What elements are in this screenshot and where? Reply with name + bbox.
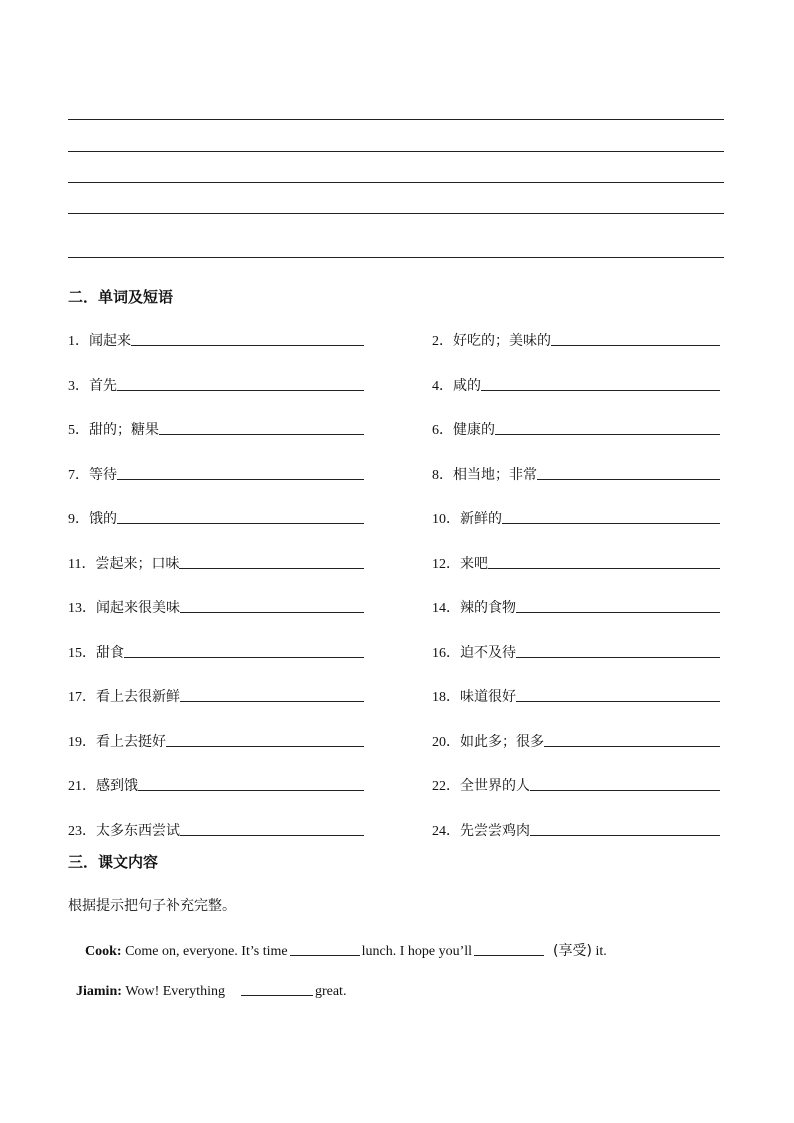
answer-blank[interactable] <box>124 657 364 658</box>
vocab-number: 16． <box>432 645 460 661</box>
vocab-item <box>68 729 364 751</box>
vocab-item <box>432 373 720 395</box>
vocab-item <box>68 773 364 795</box>
vocab-number: 1． <box>68 334 89 349</box>
vocab-prompt: 尝起来；口味 <box>95 555 180 572</box>
vocab-item <box>432 684 720 706</box>
vocab-item <box>68 417 364 439</box>
speaker-jiamin: Jiamin: <box>76 984 122 999</box>
vocab-prompt: 闻起来很美味 <box>96 600 180 616</box>
writing-line[interactable] <box>68 119 724 120</box>
speaker-cook: Cook: <box>85 944 122 959</box>
vocab-item <box>68 462 364 484</box>
dialog-text: it. <box>595 944 607 959</box>
answer-blank[interactable] <box>180 835 364 836</box>
section-three-title: 三．课文内容 <box>68 853 159 871</box>
vocab-item <box>432 729 720 751</box>
vocab-prompt: 如此多；很多 <box>460 733 544 750</box>
vocab-prompt: 饿的 <box>89 511 117 527</box>
vocab-item <box>68 551 364 573</box>
answer-blank[interactable] <box>516 701 720 702</box>
vocab-number: 17． <box>68 690 96 705</box>
vocab-prompt: 相当地；非常 <box>453 466 537 483</box>
vocab-prompt: 迫不及待 <box>460 644 516 661</box>
vocab-number: 21． <box>68 779 96 794</box>
vocab-prompt: 看上去挺好 <box>96 733 166 750</box>
answer-blank[interactable] <box>474 955 544 956</box>
vocab-number: 13． <box>68 601 96 616</box>
answer-blank[interactable] <box>516 657 720 658</box>
answer-blank[interactable] <box>179 568 364 569</box>
dialog-text: Come on, everyone. It’s time <box>125 944 288 959</box>
vocab-item <box>432 640 720 662</box>
vocab-number: 14． <box>432 601 460 616</box>
writing-line[interactable] <box>68 213 724 214</box>
vocab-item <box>68 818 364 840</box>
vocab-item <box>68 684 364 706</box>
vocab-number: 2． <box>432 334 453 349</box>
vocab-number: 10． <box>432 512 460 527</box>
vocab-number: 11． <box>68 556 96 572</box>
vocab-prompt: 来吧 <box>460 555 488 572</box>
answer-blank[interactable] <box>180 612 364 613</box>
vocab-number: 5． <box>68 423 89 438</box>
vocab-prompt: 等待 <box>89 466 117 483</box>
hint-text: (享受) <box>553 943 592 959</box>
vocab-prompt: 辣的食物 <box>460 600 516 616</box>
vocab-number: 7． <box>68 467 89 483</box>
vocab-prompt: 看上去很新鲜 <box>96 689 180 705</box>
writing-line[interactable] <box>68 151 724 152</box>
vocab-item <box>68 640 364 662</box>
vocab-prompt: 健康的 <box>453 422 495 438</box>
answer-blank[interactable] <box>516 612 720 613</box>
vocab-number: 15． <box>68 645 96 661</box>
answer-blank[interactable] <box>495 434 720 435</box>
vocab-item <box>432 773 720 795</box>
vocab-item <box>68 328 364 350</box>
vocab-item <box>432 818 720 840</box>
vocab-prompt: 好吃的；美味的 <box>453 333 551 349</box>
vocab-prompt: 味道很好 <box>460 689 516 705</box>
vocab-item <box>432 551 720 573</box>
vocab-number: 19． <box>68 734 96 750</box>
answer-blank[interactable] <box>290 955 360 956</box>
answer-blank[interactable] <box>530 790 720 791</box>
answer-blank[interactable] <box>180 701 364 702</box>
dialog-text: lunch. I hope you’ll <box>361 944 473 959</box>
vocab-prompt: 甜食 <box>96 644 124 661</box>
answer-blank[interactable] <box>537 479 720 480</box>
vocab-prompt: 新鲜的 <box>460 511 502 527</box>
answer-blank[interactable] <box>551 345 720 346</box>
vocab-prompt: 全世界的人 <box>460 778 530 794</box>
answer-blank[interactable] <box>117 523 364 524</box>
vocab-item <box>432 506 720 528</box>
vocab-item <box>68 506 364 528</box>
vocab-prompt: 闻起来 <box>89 333 131 349</box>
writing-line[interactable] <box>68 257 724 258</box>
answer-blank[interactable] <box>530 835 720 836</box>
vocab-item <box>68 595 364 617</box>
vocab-number: 18． <box>432 690 460 705</box>
vocab-number: 24． <box>432 823 460 839</box>
vocab-item <box>432 595 720 617</box>
answer-blank[interactable] <box>481 390 720 391</box>
dialog-line-jiamin <box>76 984 346 1000</box>
vocab-number: 12． <box>432 556 460 572</box>
section-two-title: 二．单词及短语 <box>68 288 174 306</box>
vocab-prompt: 甜的；糖果 <box>89 422 159 438</box>
vocab-prompt: 感到饿 <box>96 778 138 794</box>
vocab-item <box>432 462 720 484</box>
vocab-prompt: 首先 <box>89 377 117 394</box>
answer-blank[interactable] <box>117 390 364 391</box>
instruction-text: 根据提示把句子补充完整。 <box>68 898 236 914</box>
answer-blank[interactable] <box>131 345 364 346</box>
vocab-item <box>68 373 364 395</box>
dialog-line-cook <box>85 940 607 960</box>
vocab-prompt: 太多东西尝试 <box>96 822 180 839</box>
vocab-number: 8． <box>432 467 453 483</box>
answer-blank[interactable] <box>117 479 364 480</box>
vocab-number: 9． <box>68 512 89 527</box>
vocab-number: 6． <box>432 423 453 438</box>
vocab-item <box>432 328 720 350</box>
writing-line[interactable] <box>68 182 724 183</box>
vocab-number: 23． <box>68 823 96 839</box>
vocab-number: 3． <box>68 378 89 394</box>
answer-blank[interactable] <box>502 523 720 524</box>
answer-blank[interactable] <box>241 995 313 996</box>
vocab-prompt: 先尝尝鸡肉 <box>460 822 530 839</box>
answer-blank[interactable] <box>544 746 720 747</box>
answer-blank[interactable] <box>159 434 364 435</box>
dialog-text: great. <box>314 984 347 999</box>
answer-blank[interactable] <box>488 568 720 569</box>
vocab-number: 4． <box>432 378 453 394</box>
dialog-text: Wow! Everything <box>125 984 225 999</box>
vocab-prompt: 咸的 <box>453 377 481 394</box>
answer-blank[interactable] <box>138 790 364 791</box>
vocab-number: 22． <box>432 779 460 794</box>
vocab-item <box>432 417 720 439</box>
vocab-number: 20． <box>432 734 460 750</box>
answer-blank[interactable] <box>166 746 364 747</box>
